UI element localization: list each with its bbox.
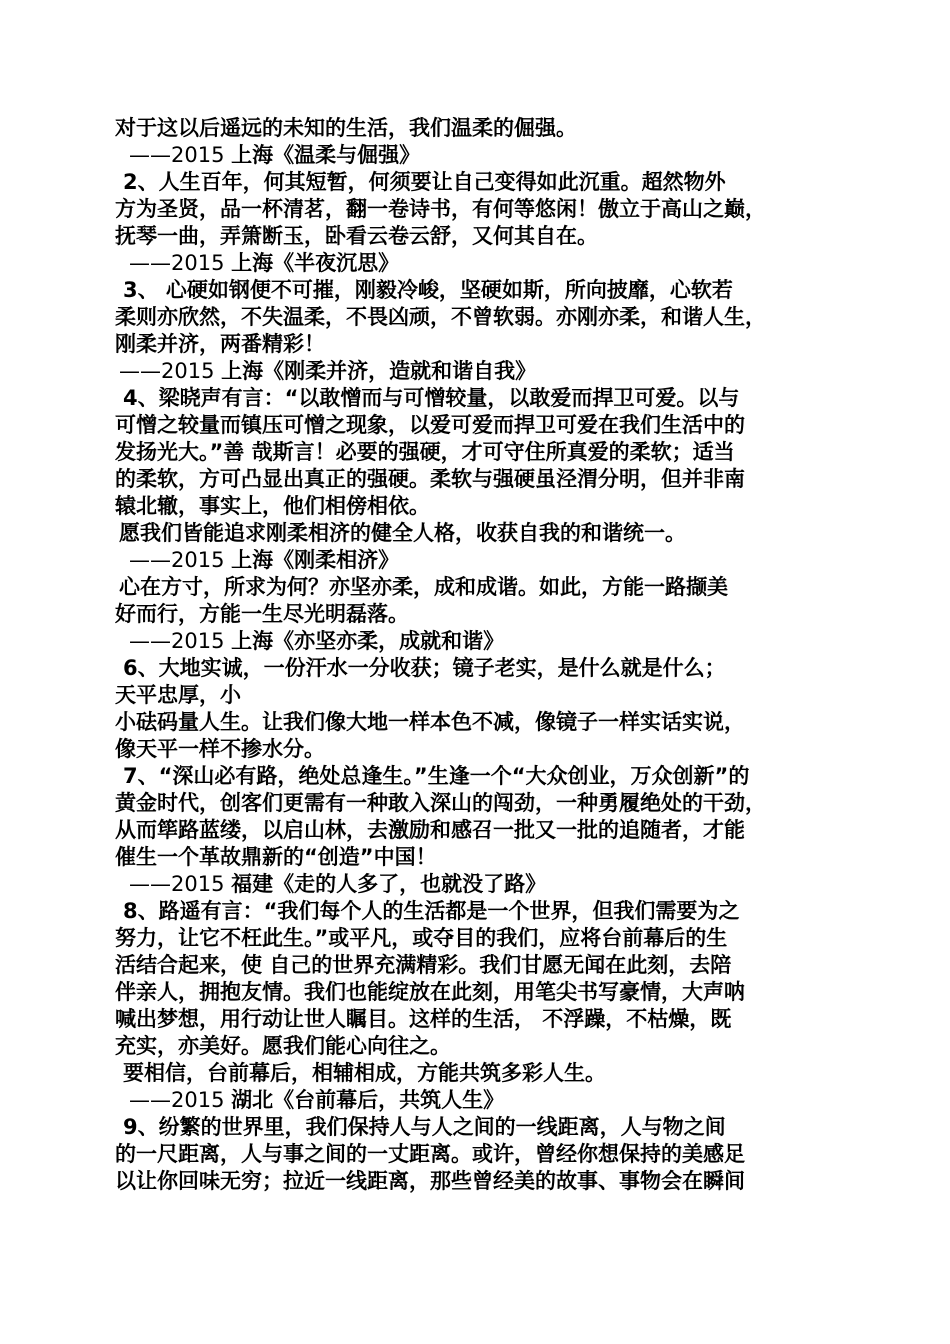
text-line: 催生一个革故鼎新的“创造”中国！ (115, 845, 437, 869)
source-citation: ——2015 上海《刚柔相济》 (129, 548, 400, 572)
text-line: 的一尺距离，人与事之间的一丈距离。或许，曾经你想保持的美感足 (115, 1142, 745, 1166)
source-citation: ——2015 上海《亦坚亦柔，成就和谐》 (129, 629, 505, 653)
text-line: 柔则亦欣然，不失温柔，不畏凶顽，不曾软弱。亦刚亦柔，和谐人生， (115, 305, 766, 329)
text-line: 从而筚路蓝缕，以启山林，去激励和感召一批又一批的追随者，才能 (115, 818, 745, 842)
text-line: 充实，亦美好。愿我们能心向往之。 (115, 1034, 451, 1058)
text-line: 4、梁晓声有言：“以敢憎而与可憎较量，以敢爱而捍卫可爱。以与 (123, 386, 740, 410)
source-citation: ——2015 上海《温柔与倔强》 (129, 143, 421, 167)
text-line: 2、人生百年，何其短暂，何须要让自己变得如此沉重。超然物外 (123, 170, 726, 194)
text-line: 愿我们皆能追求刚柔相济的健全人格，收获自我的和谐统一。 (119, 521, 686, 545)
text-line: 好而行，方能一生尽光明磊落。 (115, 602, 409, 626)
text-line: 8、路遥有言：“我们每个人的生活都是一个世界，但我们需要为之 (123, 899, 740, 923)
text-line: 努力，让它不枉此生。”或平凡，或夺目的我们，应将台前幕后的生 (115, 926, 728, 950)
source-citation: ——2015 上海《半夜沉思》 (129, 251, 400, 275)
text-line: 要相信，台前幕后，相辅相成，方能共筑多彩人生。 (123, 1061, 606, 1085)
text-line: 心在方寸，所求为何？亦坚亦柔，成和成谐。如此，方能一路撷美 (119, 575, 728, 599)
source-citation: ——2015 福建《走的人多了，也就没了路》 (129, 872, 547, 896)
text-line: 伴亲人，拥抱友情。我们也能绽放在此刻，用笔尖书写豪情，大声呐 (115, 980, 745, 1004)
text-line: 可憎之较量而镇压可憎之现象，以爱可爱而捍卫可爱在我们生活中的 (115, 413, 745, 437)
text-line: 抚琴一曲，弄箫断玉，卧看云卷云舒，又何其自在。 (115, 224, 598, 248)
text-line: 刚柔并济，两番精彩！ (115, 332, 325, 356)
text-line: 活结合起来，使 自己的世界充满精彩。我们甘愿无闻在此刻，去陪 (115, 953, 732, 977)
text-line: 像天平一样不掺水分。 (115, 737, 325, 761)
text-line: 发扬光大。”善 哉斯言！必要的强硬，才可守住所真爱的柔软；适当 (115, 440, 735, 464)
text-line: 喊出梦想，用行动让世人瞩目。这样的生活， 不浮躁，不枯燥，既 (115, 1007, 732, 1031)
source-citation: ——2015 湖北《台前幕后，共筑人生》 (129, 1088, 505, 1112)
text-line: 3、 心硬如钢便不可摧，刚毅冷峻，坚硬如斯，所向披靡，心软若 (123, 278, 733, 302)
text-line: 对于这以后遥远的未知的生活，我们温柔的倔强。 (115, 116, 577, 140)
text-line: 以让你回味无穷；拉近一线距离，那些曾经美的故事、事物会在瞬间 (115, 1169, 745, 1193)
text-line: 辕北辙，事实上，他们相傍相依。 (115, 494, 430, 518)
text-line: 的柔软，方可凸显出真正的强硬。柔软与强硬虽泾渭分明，但并非南 (115, 467, 745, 491)
text-line: 天平忠厚，小 (115, 683, 241, 707)
source-citation: ——2015 上海《刚柔并济，造就和谐自我》 (119, 359, 537, 383)
text-line: 7、“深山必有路，绝处总逢生。”生逢一个“大众创业，万众创新”的 (123, 764, 750, 788)
text-line: 小砝码量人生。让我们像大地一样本色不减，像镜子一样实话实说， (115, 710, 745, 734)
text-line: 黄金时代，创客们更需有一种敢入深山的闯劲，一种勇履绝处的干劲， (115, 791, 766, 815)
document-body (115, 115, 855, 1195)
text-line: 方为圣贤，品一杯清茗，翻一卷诗书，有何等悠闲！傲立于高山之巅， (115, 197, 766, 221)
text-line: 9、纷繁的世界里，我们保持人与人之间的一线距离，人与物之间 (123, 1115, 726, 1139)
text-line: 6、大地实诚，一份汗水一分收获；镜子老实，是什么就是什么； (123, 656, 726, 680)
